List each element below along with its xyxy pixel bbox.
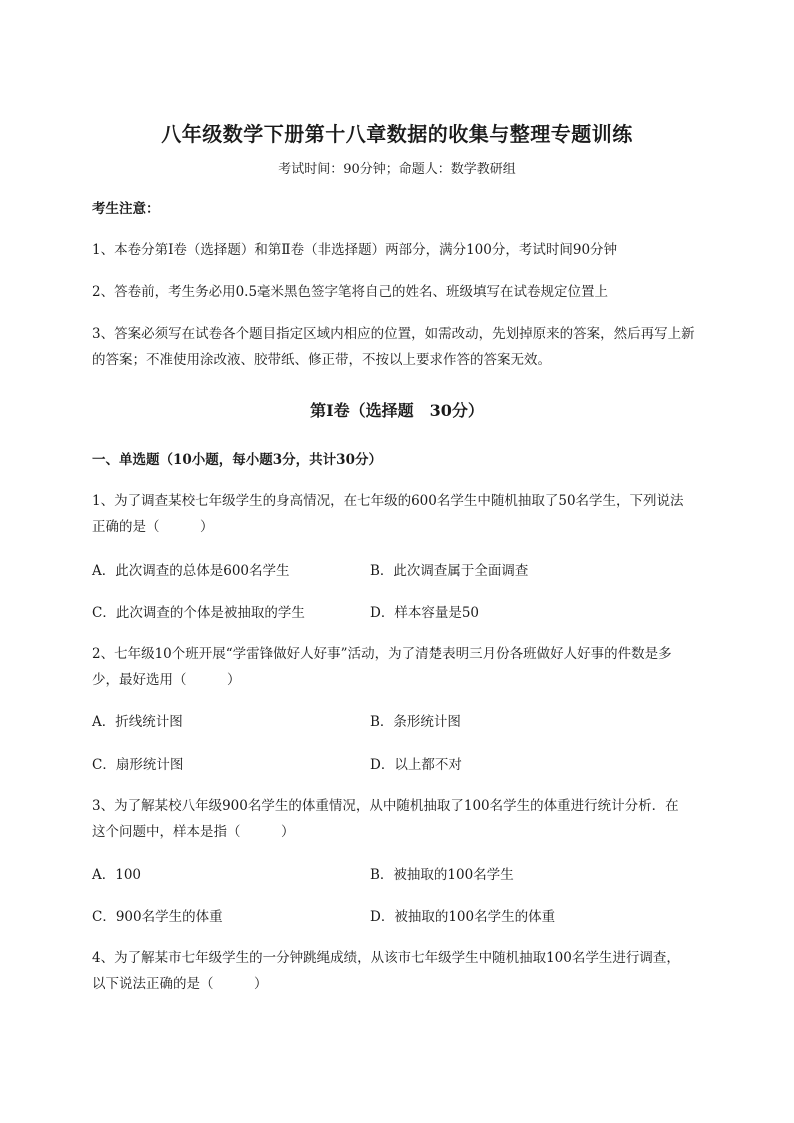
question-3-line-2: 这个问题中，样本是指（ ）: [92, 824, 295, 840]
question-1-option-c: C．此次调查的个体是被抽取的学生: [92, 605, 305, 621]
question-2-option-d: D．以上都不对: [370, 757, 462, 773]
question-1-option-d: D．样本容量是50: [370, 605, 480, 621]
question-3-option-d: D．被抽取的100名学生的体重: [370, 909, 556, 925]
question-4-line-2: 以下说法正确的是（ ）: [92, 976, 268, 992]
part-heading: 一、单选题（10小题，每小题3分，共计30分）: [92, 452, 382, 468]
notice-item-3-cont: 的答案；不准使用涂改液、胶带纸、修正带，不按以上要求作答的答案无效。: [92, 352, 551, 368]
question-2-option-c: C．扇形统计图: [92, 757, 184, 773]
question-2-option-b: B．条形统计图: [370, 714, 461, 730]
question-2-line-1: 2、七年级10个班开展“学雷锋做好人好事”活动，为了清楚表明三月份各班做好人好事的件数是多: [92, 646, 672, 662]
notice-heading: 考生注意：: [92, 201, 160, 217]
question-1-option-a: A．此次调查的总体是600名学生: [92, 563, 290, 579]
question-1-line-1: 1、为了调查某校七年级学生的身高情况，在七年级的600名学生中随机抽取了50名学生，下列说法: [92, 493, 684, 509]
question-3-option-a: A．100: [92, 867, 142, 883]
notice-item-3: 3、答案必须写在试卷各个题目指定区域内相应的位置，如需改动，先划掉原来的答案，然后再写上新: [92, 326, 695, 342]
section-title: 第I卷（选择题 30分）: [310, 401, 484, 420]
question-1-option-b: B．此次调查属于全面调查: [370, 563, 529, 579]
question-2-line-2: 少，最好选用（ ）: [92, 672, 241, 688]
notice-item-2: 2、答卷前，考生务必用0.5毫米黑色签字笔将自己的姓名、班级填写在试卷规定位置上: [92, 284, 609, 300]
page-title: 八年级数学下册第十八章数据的收集与整理专题训练: [161, 122, 633, 146]
question-3-option-b: B．被抽取的100名学生: [370, 867, 514, 883]
question-1-line-2: 正确的是（ ）: [92, 519, 214, 535]
question-3-line-1: 3、为了解某校八年级900名学生的体重情况，从中随机抽取了100名学生的体重进行统计分析．在: [92, 798, 679, 814]
question-2-option-a: A．折线统计图: [92, 714, 183, 730]
notice-item-1: 1、本卷分第I卷（选择题）和第Ⅱ卷（非选择题）两部分，满分100分，考试时间90分钟: [92, 242, 618, 258]
question-3-option-c: C．900名学生的体重: [92, 909, 223, 925]
exam-info: 考试时间：90分钟；命题人：数学教研组: [278, 162, 516, 177]
question-4-line-1: 4、为了解某市七年级学生的一分钟跳绳成绩，从该市七年级学生中随机抽取100名学生进行调查，: [92, 950, 680, 966]
